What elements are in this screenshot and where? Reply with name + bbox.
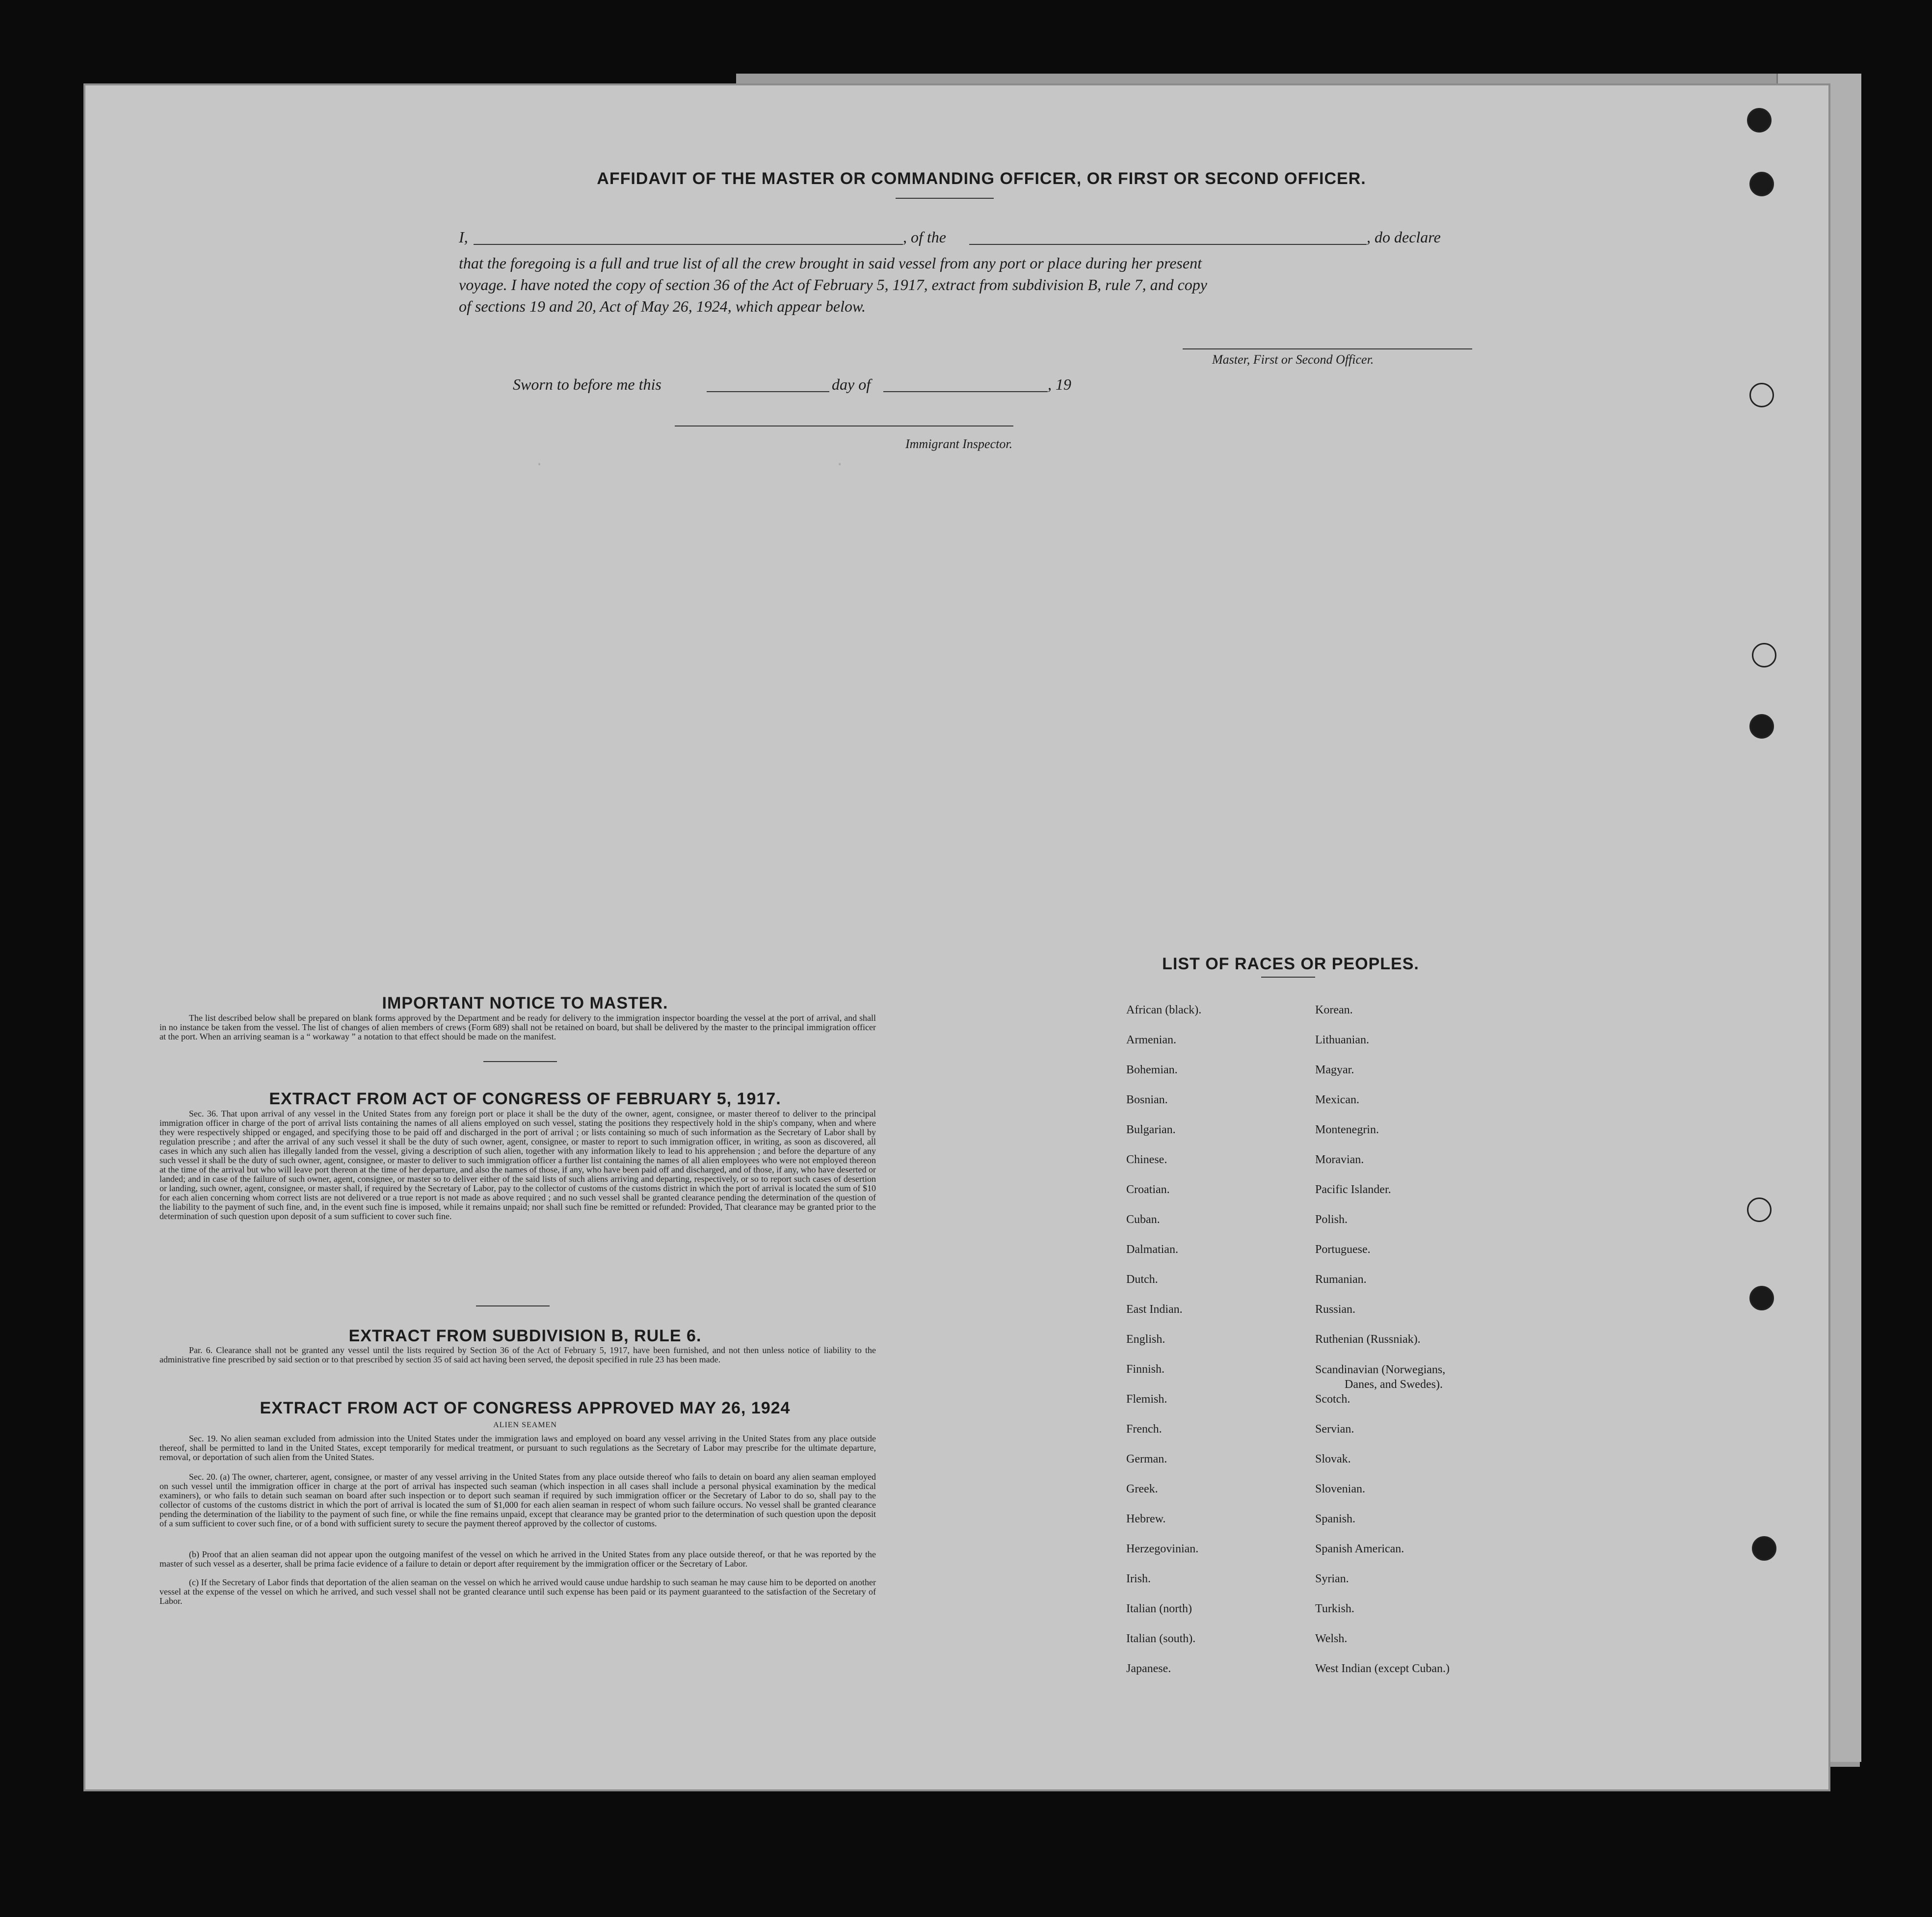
name-blank xyxy=(474,244,903,245)
affidavit-declaration-line xyxy=(459,228,1514,248)
punch-hole xyxy=(1747,1198,1772,1222)
document-page xyxy=(83,83,1830,1791)
race-item: Rumanian. xyxy=(1315,1273,1367,1286)
sworn-line xyxy=(513,375,1200,395)
extract-1917-text: Sec. 36. That upon arrival of any vessel in the United States from any foreign port or place it shall be the duty of the owner, agent, consignee, or master thereof to deliver to the principal immigration officer in charge of the port of arrival lists containing the names of all aliens employed on such vessel, stating the positions they respectively hold in the ship's company, when and where they were respectively shipped or engaged, and specifying those to be paid off and discharged in the port of arrival ; or lists containing so much of such information as the Secretary of Labor shall by regulation prescribe ; and after the arrival of any such vessel it shall be the duty of such owner, agent, consignee, or master to report to such immigration officer, in writing, as soon as discovered, all cases in which any such alien has illegally landed from the vessel, giving a description of such alien, together with any information likely to lead to his apprehension ; and before the departure of any such vessel it shall be the duty of such owner, agent, consignee, or master to deliver to such immigration officer a further list containing the names of all alien employees who were not employed thereon at the time of the arrival but who will leave port thereon at the time of her departure, and also the names of those, if any, who have been paid off and discharged, and of those, if any, who have deserted or landed; and in case of the failure of such owner, agent, consignee, or master so to deliver either of the said lists of such aliens arriving and departing, respectively, or so to report such cases of desertion or landing, such owner, agent, consignee, or master shall, if required by the Secretary of Labor, pay to the collector of customs of the customs district in which the port of arrival is located the sum of $10 for each alien concerning whom correct lists are not delivered or a true report is not made as above required ; and no such vessel shall be granted clearance pending the determination of the question of the liability to the payment of such fine, and, in the event such fine is imposed, while it remains unpaid; nor shall such fine be remitted or refunded: Provided, That clearance may be granted prior to the determination of such question upon deposit of a sum sufficient to cover such fine. xyxy=(159,1109,876,1221)
race-item: Bulgarian. xyxy=(1126,1123,1176,1136)
bleed-through-row: · · xyxy=(535,456,845,473)
race-item: Croatian. xyxy=(1126,1183,1170,1196)
race-item: Russian. xyxy=(1315,1303,1356,1316)
races-column-2 xyxy=(1315,995,1450,1684)
race-item: Pacific Islander. xyxy=(1315,1183,1391,1196)
extract-rule-title: EXTRACT FROM SUBDIVISION B, RULE 6. xyxy=(348,1327,702,1345)
race-item: Cuban. xyxy=(1126,1213,1160,1226)
signature-caption: Master, First or Second Officer. xyxy=(1212,352,1374,367)
punch-hole xyxy=(1752,1536,1776,1561)
race-item: Italian (south). xyxy=(1126,1632,1196,1645)
race-item: Flemish. xyxy=(1126,1393,1167,1406)
affidavit-body-line: of sections 19 and 20, Act of May 26, 1924, which appear below. xyxy=(459,297,866,315)
race-item: English. xyxy=(1126,1333,1165,1346)
race-item-line: Danes, and Swedes). xyxy=(1345,1378,1443,1391)
race-item: Magyar. xyxy=(1315,1064,1354,1076)
race-item: Bosnian. xyxy=(1126,1093,1168,1106)
extract-rule-text: Par. 6. Clearance shall not be granted any vessel until the lists required by Section 36 of the Act of February 5, 1917, have been furnished, and not then unless notice of liability to the administrative fine prescribed by said section or to that prescribed by section 35 of said act having been served, the deposit specified in rule 23 has been made. xyxy=(159,1345,876,1364)
race-item: African (black). xyxy=(1126,1004,1202,1016)
race-item: Chinese. xyxy=(1126,1153,1167,1166)
race-item: Korean. xyxy=(1315,1004,1353,1016)
punch-hole xyxy=(1747,108,1772,133)
race-item: Lithuanian. xyxy=(1315,1034,1369,1046)
race-item: French. xyxy=(1126,1423,1162,1436)
punch-hole xyxy=(1749,1286,1774,1310)
title-rule xyxy=(896,198,994,199)
race-item: Armenian. xyxy=(1126,1034,1176,1046)
race-item: Finnish. xyxy=(1126,1363,1165,1376)
race-item: Irish. xyxy=(1126,1572,1151,1585)
section-rule xyxy=(476,1305,550,1306)
race-item: Dutch. xyxy=(1126,1273,1158,1286)
race-item: Japanese. xyxy=(1126,1662,1171,1675)
month-blank xyxy=(883,391,1048,392)
extract-1924-title: EXTRACT FROM ACT OF CONGRESS APPROVED MAY 26, 1924 xyxy=(260,1399,791,1417)
sworn-text: Sworn to before me this xyxy=(513,375,662,393)
extract-1924-sec20c: (c) If the Secretary of Labor finds that deportation of the alien seaman on the vessel on which he arrived would cause undue hardship to such seaman he may cause him to be deported on another vessel at the expense of the vessel on which he arrived, and such vessel shall not be granted clearance until such expense has been paid or its payment guaranteed to the satisfaction of the Secretary of Labor. xyxy=(159,1577,876,1606)
affidavit-declare: , do declare xyxy=(1367,228,1441,246)
section-rule xyxy=(483,1061,557,1062)
notice-text: The list described below shall be prepared on blank forms approved by the Department and be ready for delivery to the immigration inspector boarding the vessel at the port of arrival, and shall in no instance be taken from the vessel. The list of changes of alien members of crews (Form 689) shall not be retained on board, but shall be delivered by the master to the principal immigration officer at the port. When an arriving seaman is a “ workaway ” a notation to that effect should be made on the manifest. xyxy=(159,1013,876,1041)
extract-1924-sec20b: (b) Proof that an alien seaman did not appear upon the outgoing manifest of the vessel on which he arrived in the United States from any place outside thereof, or that he was reported by the master of such vessel as a deserter, shall be prima facie evidence of a failure to detain or deport after requirement by the immigration officer or the Secretary of Labor. xyxy=(159,1549,876,1569)
punch-hole xyxy=(1749,714,1774,739)
races-title: LIST OF RACES OR PEOPLES. xyxy=(1162,955,1419,973)
race-item: Slovak. xyxy=(1315,1453,1351,1465)
race-item: German. xyxy=(1126,1453,1167,1465)
race-item: West Indian (except Cuban.) xyxy=(1315,1662,1450,1675)
race-item: Hebrew. xyxy=(1126,1513,1166,1525)
race-item: Italian (north) xyxy=(1126,1602,1192,1615)
affidavit-i: I, xyxy=(459,228,468,246)
race-item: Turkish. xyxy=(1315,1602,1354,1615)
affidavit-of-the: , of the xyxy=(903,228,946,246)
race-item: East Indian. xyxy=(1126,1303,1183,1316)
race-item-line: Scandinavian (Norwegians, xyxy=(1315,1363,1446,1376)
punch-hole xyxy=(1752,643,1776,667)
affidavit-body-line: that the foregoing is a full and true list of all the crew brought in said vessel from any port or place during her present xyxy=(459,254,1202,272)
race-item: Bohemian. xyxy=(1126,1064,1178,1076)
races-column-1 xyxy=(1126,995,1201,1684)
notice-title: IMPORTANT NOTICE TO MASTER. xyxy=(382,994,668,1012)
punch-hole xyxy=(1749,383,1774,407)
title-rule xyxy=(1261,977,1315,978)
race-item: Greek. xyxy=(1126,1483,1158,1495)
race-item: Scotch. xyxy=(1315,1393,1350,1406)
punch-hole xyxy=(1749,172,1774,196)
race-item: Welsh. xyxy=(1315,1632,1348,1645)
race-item: Moravian. xyxy=(1315,1153,1364,1166)
day-blank xyxy=(707,391,829,392)
vessel-blank xyxy=(969,244,1367,245)
race-item: Portuguese. xyxy=(1315,1243,1371,1256)
race-item: Montenegrin. xyxy=(1315,1123,1379,1136)
race-item: Herzegovinian. xyxy=(1126,1543,1199,1555)
year-text: , 19 xyxy=(1048,375,1071,393)
race-item: Mexican. xyxy=(1315,1093,1359,1106)
extract-1917-title: EXTRACT FROM ACT OF CONGRESS OF FEBRUARY 5, 1917. xyxy=(269,1090,781,1108)
race-item: Spanish American. xyxy=(1315,1543,1404,1555)
race-item: Servian. xyxy=(1315,1423,1354,1436)
race-item xyxy=(1315,1355,1450,1391)
affidavit-title: AFFIDAVIT OF THE MASTER OR COMMANDING OFFICER, OR FIRST OR SECOND OFFICER. xyxy=(597,169,1366,188)
affidavit-body-line: voyage. I have noted the copy of section 36 of the Act of February 5, 1917, extract from subdivision B, rule 7, and copy xyxy=(459,276,1207,293)
race-item: Slovenian. xyxy=(1315,1483,1365,1495)
extract-1924-sec19: Sec. 19. No alien seaman excluded from admission into the United States under the immigration laws and employed on board any vessel arriving in the United States from any place outside thereof, shall be permitted to land in the United States, except temporarily for medical treatment, or pursuant to such regulations as the Secretary of Labor may prescribe for the ultimate departure, removal, or deportation of such alien from the United States. xyxy=(159,1434,876,1462)
race-item: Ruthenian (Russniak). xyxy=(1315,1333,1421,1346)
inspector-caption: Immigrant Inspector. xyxy=(905,437,1013,451)
race-item: Polish. xyxy=(1315,1213,1348,1226)
race-item: Syrian. xyxy=(1315,1572,1349,1585)
race-item: Dalmatian. xyxy=(1126,1243,1178,1256)
extract-1924-sec20a: Sec. 20. (a) The owner, charterer, agent, consignee, or master of any vessel arriving in the United States from any place outside thereof who fails to detain on board any alien seaman employed on such vessel until the immigration officer in charge at the port of arrival has inspected such seaman (which inspection in all cases shall include a personal physical examination by the medical examiners), or who fails to detain such seaman on board after such inspection or to deport such seaman if required by such immigration officer or the Secretary of Labor to do so, shall pay to the collector of customs of the customs district in which the port of arrival is located the sum of $1,000 for each alien seaman in respect of whom such failure occurs. No vessel shall be granted clearance pending the determination of the liability to the payment of such fine, or while the fine remains unpaid, except that clearance may be granted prior to the determination of such question upon the deposit of a sum sufficient to cover such fine, or of a bond with sufficient surety to secure the payment thereof approved by the collector of customs. xyxy=(159,1472,876,1528)
race-item: Spanish. xyxy=(1315,1513,1356,1525)
extract-1924-subtitle: ALIEN SEAMEN xyxy=(493,1421,557,1429)
day-of-text: day of xyxy=(832,375,871,393)
signature-line xyxy=(1183,348,1472,349)
